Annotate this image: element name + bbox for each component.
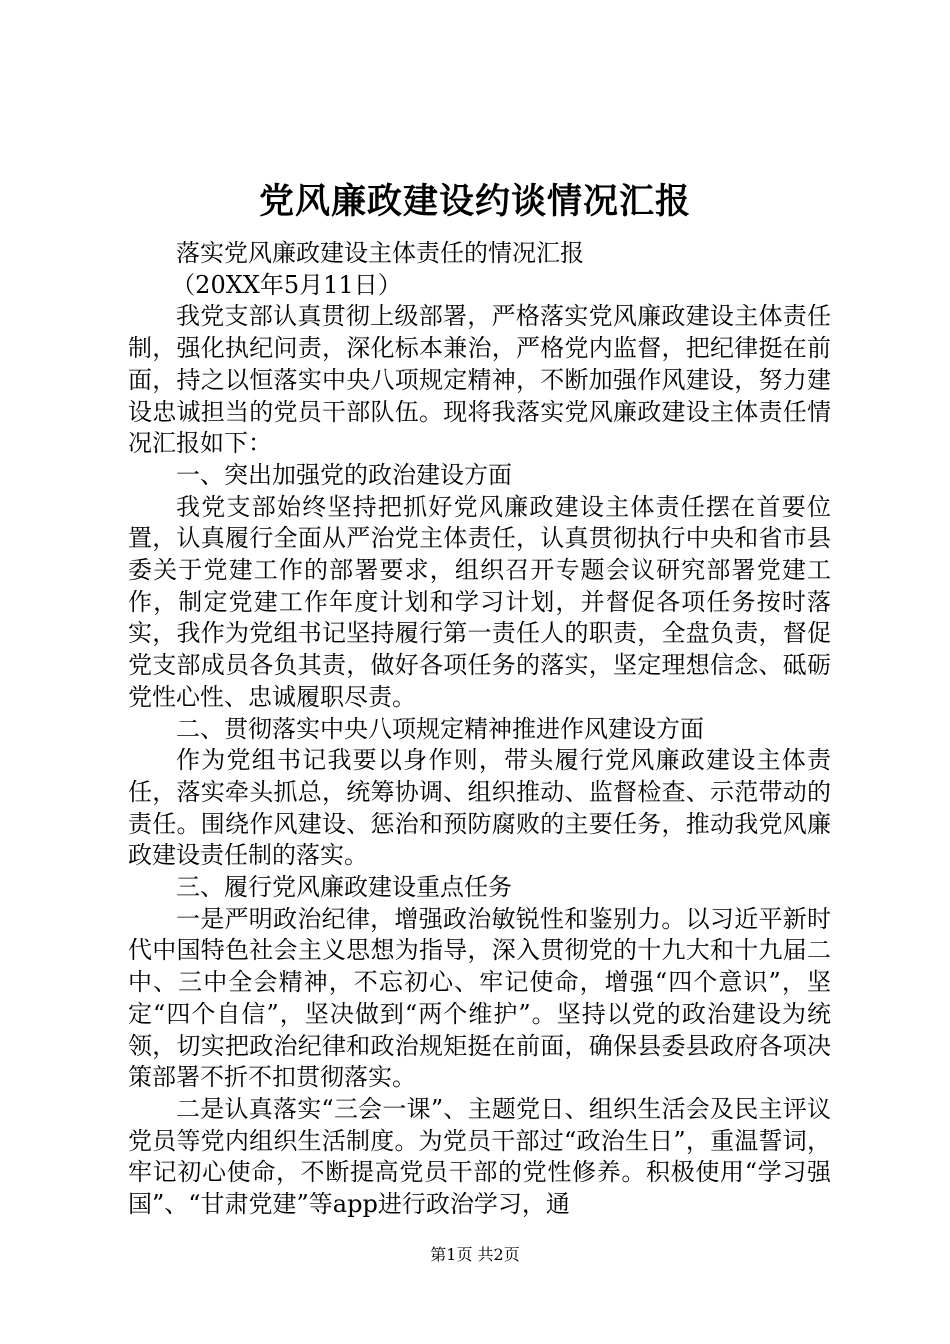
section-1-paragraph: 我党支部始终坚持把抓好党风廉政建设主体责任摆在首要位置，认真履行全面从严治党主体责任，认真贯彻执行中央和省市县委关于党建工作的部署要求，组织召开专题会议研究部署党建工作，制定党建工作年度计划和学习计划，并督促各项任务按时落实，我作为党组书记坚持履行第一责任人的职责，全盘负责，督促党支部成员各负其责，做好各项任务的落实，坚定理想信念、砥砺党性心性、忠诚履职尽责。 xyxy=(128,492,831,711)
section-3-paragraph-1: 一是严明政治纪律，增强政治敏锐性和鉴别力。以习近平新时代中国特色社会主义思想为指导，深入贯彻党的十九大和十九届二中、三中全会精神，不忘初心、牢记使命，增强“四个意识”，坚定“四个自信”，坚决做到“两个维护”。坚持以党的政治建设为统领，切实把政治纪律和政治规矩挺在前面，确保县委县政府各项决策部署不折不扣贯彻落实。 xyxy=(128,904,831,1092)
intro-paragraph: 我党支部认真贯彻上级部署，严格落实党风廉政建设主体责任制，强化执纪问责，深化标本兼治，严格党内监督，把纪律挺在前面，持之以恒落实中央八项规定精神，不断加强作风建设，努力建设忠诚担当的党员干部队伍。现将我落实党风廉政建设主体责任情况汇报如下： xyxy=(128,302,831,458)
document-body xyxy=(128,238,831,1221)
date-paragraph: （20XX年5月11日） xyxy=(171,270,402,299)
section-heading-1: 一、突出加强党的政治建设方面 xyxy=(176,460,512,489)
section-2-paragraph: 作为党组书记我要以身作则，带头履行党风廉政建设主体责任，落实牵头抓总，统筹协调、组织推动、监督检查、示范带动的责任。围绕作风建设、惩治和预防腐败的主要任务，推动我党风廉政建设责任制的落实。 xyxy=(128,746,831,870)
section-heading-3: 三、履行党风廉政建设重点任务 xyxy=(176,873,512,902)
document-title: 党风廉政建设约谈情况汇报 xyxy=(258,181,691,222)
subtitle-paragraph: 落实党风廉政建设主体责任的情况汇报 xyxy=(176,239,584,267)
section-heading-2: 二、贯彻落实中央八项规定精神推进作风建设方面 xyxy=(176,714,704,743)
section-3-paragraph-2: 二是认真落实“三会一课”、主题党日、组织生活会及民主评议党员等党内组织生活制度。为党员干部过“政治生日”，重温誓词，牢记初心使命，不断提高党员干部的党性修养。积极使用“学习强国”、“甘肃党建”等app进行政治学习，通 xyxy=(128,1094,831,1219)
page-footer: 第1页 共2页 xyxy=(430,1245,520,1264)
